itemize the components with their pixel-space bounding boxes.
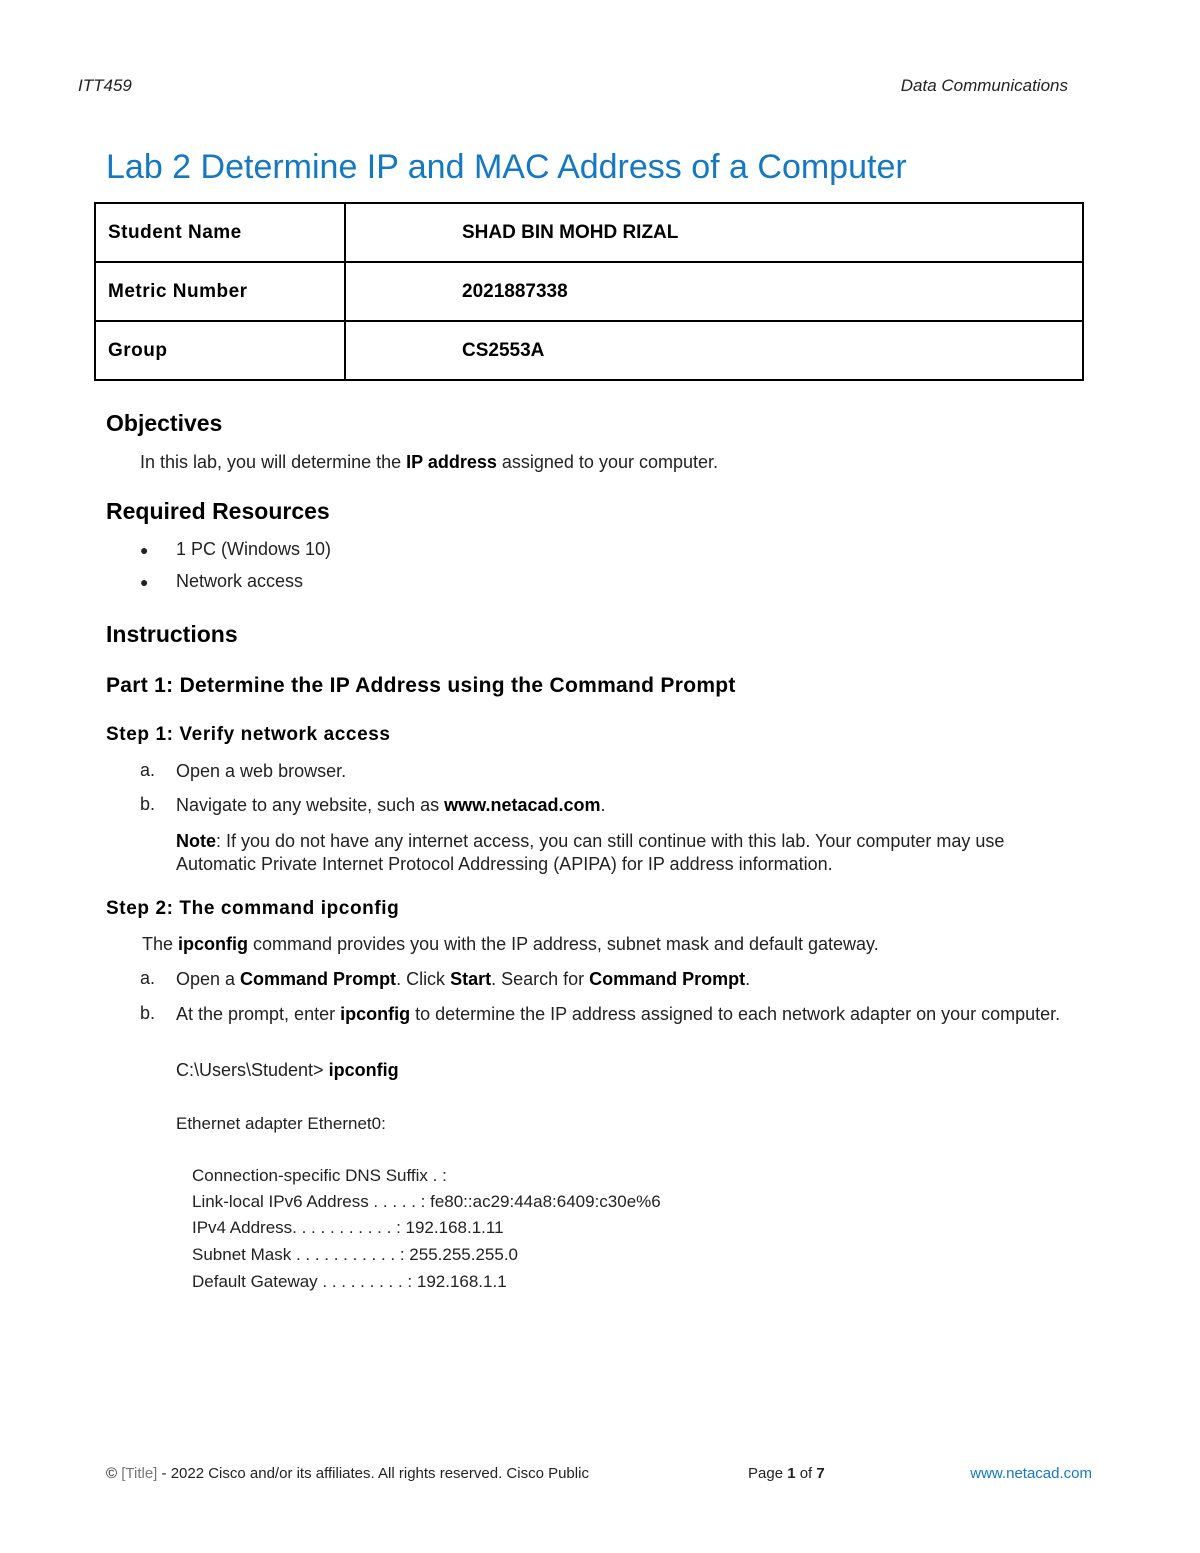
table-row (95, 203, 1083, 262)
student-name-value: SHAD BIN MOHD RIZAL (345, 203, 1083, 262)
table-row (95, 321, 1083, 380)
footer-copyright: © [Title] - 2022 Cisco and/or its affiliates. All rights reserved. Cisco Public (106, 1465, 589, 1482)
footer-website-link[interactable]: www.netacad.com (970, 1465, 1092, 1482)
metric-number-label: Metric Number (95, 262, 345, 321)
header-subject: Data Communications (900, 76, 1068, 95)
objectives-heading: Objectives (106, 410, 223, 436)
resources-heading: Required Resources (106, 498, 330, 524)
footer-page-number: Page 1 of 7 (748, 1465, 825, 1482)
part1-heading: Part 1: Determine the IP Address using the Command Prompt (106, 674, 736, 697)
metric-number-value: 2021887338 (345, 262, 1083, 321)
output-line: Subnet Mask . . . . . . . . . . . : 255.255.255.0 (192, 1245, 519, 1264)
bullet-icon: ● (140, 574, 149, 590)
student-info-table (94, 202, 1084, 381)
command-prompt-line: C:\Users\Student> ipconfig (176, 1060, 399, 1080)
instructions-heading: Instructions (106, 621, 238, 647)
header-course: ITT459 (78, 76, 132, 95)
objectives-text: In this lab, you will determine the IP address assigned to your computer. (140, 452, 718, 472)
page-title: Lab 2 Determine IP and MAC Address of a Computer (106, 148, 907, 186)
netacad-link[interactable]: www.netacad.com (444, 795, 601, 815)
table-row (95, 262, 1083, 321)
step1-heading: Step 1: Verify network access (106, 724, 391, 745)
student-name-label: Student Name (95, 203, 345, 262)
adapter-name: Ethernet adapter Ethernet0: (176, 1114, 386, 1133)
output-line: Default Gateway . . . . . . . . . : 192.168.1.1 (192, 1272, 507, 1291)
bullet-icon: ● (140, 542, 149, 558)
step2-intro: The ipconfig command provides you with the IP address, subnet mask and default gateway. (142, 934, 879, 954)
output-line: Link-local IPv6 Address . . . . . : fe80::ac29:44a8:6409:c30e%6 (192, 1192, 661, 1211)
group-value: CS2553A (345, 321, 1083, 380)
list-item: ● Network access (140, 571, 304, 591)
list-item: ● 1 PC (Windows 10) (140, 539, 332, 559)
output-line: IPv4 Address. . . . . . . . . . . : 192.168.1.11 (192, 1218, 504, 1237)
output-line: Connection-specific DNS Suffix . : (192, 1166, 447, 1185)
step2-heading: Step 2: The command ipconfig (106, 898, 400, 919)
group-label: Group (95, 321, 345, 380)
